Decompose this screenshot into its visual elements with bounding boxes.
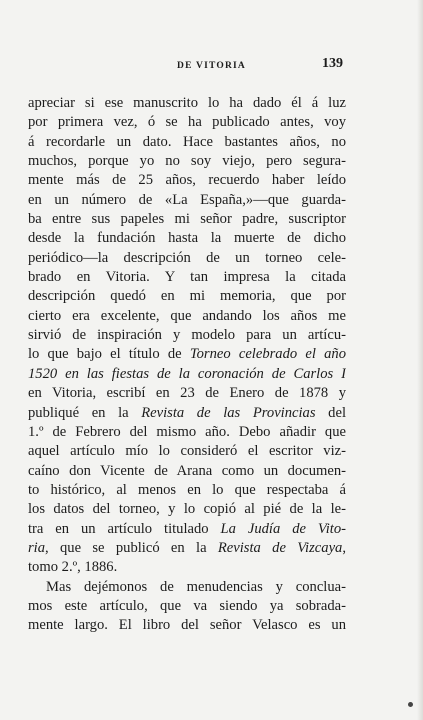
text-line [28, 287, 346, 306]
text-segment: en Vitoria, escribí en 23 de Enero de 1878 y [28, 385, 346, 402]
text-line [28, 345, 346, 364]
text-line [28, 365, 346, 384]
text-segment: del [315, 404, 346, 421]
text-line [28, 191, 346, 210]
text-segment: lo que bajo el título de [28, 346, 190, 363]
text-line [28, 171, 346, 190]
text-line [28, 423, 346, 442]
text-segment: to histórico, al menos en lo que respectaba á [28, 481, 346, 498]
text-line [28, 539, 346, 558]
text-line [28, 113, 346, 132]
italic-text: Revista de las Provincias [141, 404, 316, 421]
italic-text: 1520 en las fiestas de la coronación de Carlos I [28, 365, 346, 382]
text-line [28, 462, 346, 481]
text-line [28, 558, 346, 577]
text-line [28, 520, 346, 539]
text-segment: á recordarle un dato. Hace bastantes años, no [28, 133, 346, 150]
ink-spot [408, 702, 413, 707]
text-line [28, 481, 346, 500]
text-segment: descripción quedó en mi memoria, que por [28, 288, 346, 305]
text-line [28, 384, 346, 403]
text-line [28, 210, 346, 229]
text-segment: cierto era excelente, que andando los años me [28, 307, 346, 324]
text-segment: los datos del torneo, y lo copió al pié de la le- [28, 501, 346, 518]
italic-text: Revista de Vizcaya [217, 539, 343, 556]
text-segment: en un número de «La España,»—que guarda- [28, 191, 346, 208]
text-line [28, 578, 346, 597]
text-line [28, 442, 346, 461]
text-segment: sirvió de inspiración y modelo para un artícu- [28, 327, 346, 344]
text-segment: ba entre sus papeles mi señor padre, suscriptor [28, 211, 346, 228]
text-line [28, 597, 346, 616]
text-line [28, 307, 346, 326]
running-head: DE VITORIA [177, 61, 246, 71]
text-line [28, 94, 346, 113]
text-segment: tomo 2.º, 1886. [28, 559, 118, 576]
text-segment: mente largo. El libro del señor Velasco es un [28, 617, 346, 634]
text-segment: Mas dejémonos de menudencias y conclua- [46, 578, 346, 595]
text-segment: desde la fundación hasta la muerte de dicho [28, 230, 346, 247]
text-line [28, 616, 346, 635]
text-line [28, 500, 346, 519]
page-header [0, 56, 423, 76]
text-segment: apreciar si ese manuscrito lo ha dado él á luz [28, 95, 346, 111]
text-segment: muchos, porque yo no soy viejo, pero segura- [28, 153, 346, 170]
text-segment: tra en un artículo titulado [28, 520, 221, 537]
text-segment: por primera vez, ó se ha publicado antes, voy [28, 114, 346, 131]
text-segment: mos este artículo, que va siendo ya sobrada- [28, 597, 346, 614]
text-segment: publiqué en la [28, 404, 142, 421]
text-segment: 1.º de Febrero del mismo año. Debo añadir que [28, 423, 346, 440]
text-line [28, 133, 346, 152]
text-segment: mente más de 25 años, recuerdo haber leído [28, 172, 346, 189]
page-number: 139 [322, 56, 343, 71]
text-segment: , [342, 539, 346, 556]
text-line [28, 326, 346, 345]
text-segment: periódico—la descripción de un torneo cele- [28, 249, 346, 266]
body-text [28, 94, 346, 636]
text-segment: caíno don Vicente de Arana como un documen- [28, 462, 346, 479]
text-segment: aquel artículo mío lo consideró el escritor viz- [28, 443, 346, 460]
text-segment: brado en Vitoria. Y tan impresa la citada [28, 269, 346, 286]
text-line [28, 229, 346, 248]
italic-text: La Judía de Vito- [220, 520, 346, 537]
text-line [28, 268, 346, 287]
text-line [28, 152, 346, 171]
italic-text: Torneo celebrado el año [189, 346, 346, 363]
page-edge [417, 0, 423, 720]
text-line [28, 404, 346, 423]
text-line [28, 249, 346, 268]
text-segment: , que se publicó en la [45, 539, 218, 556]
italic-text: ria [28, 539, 46, 556]
